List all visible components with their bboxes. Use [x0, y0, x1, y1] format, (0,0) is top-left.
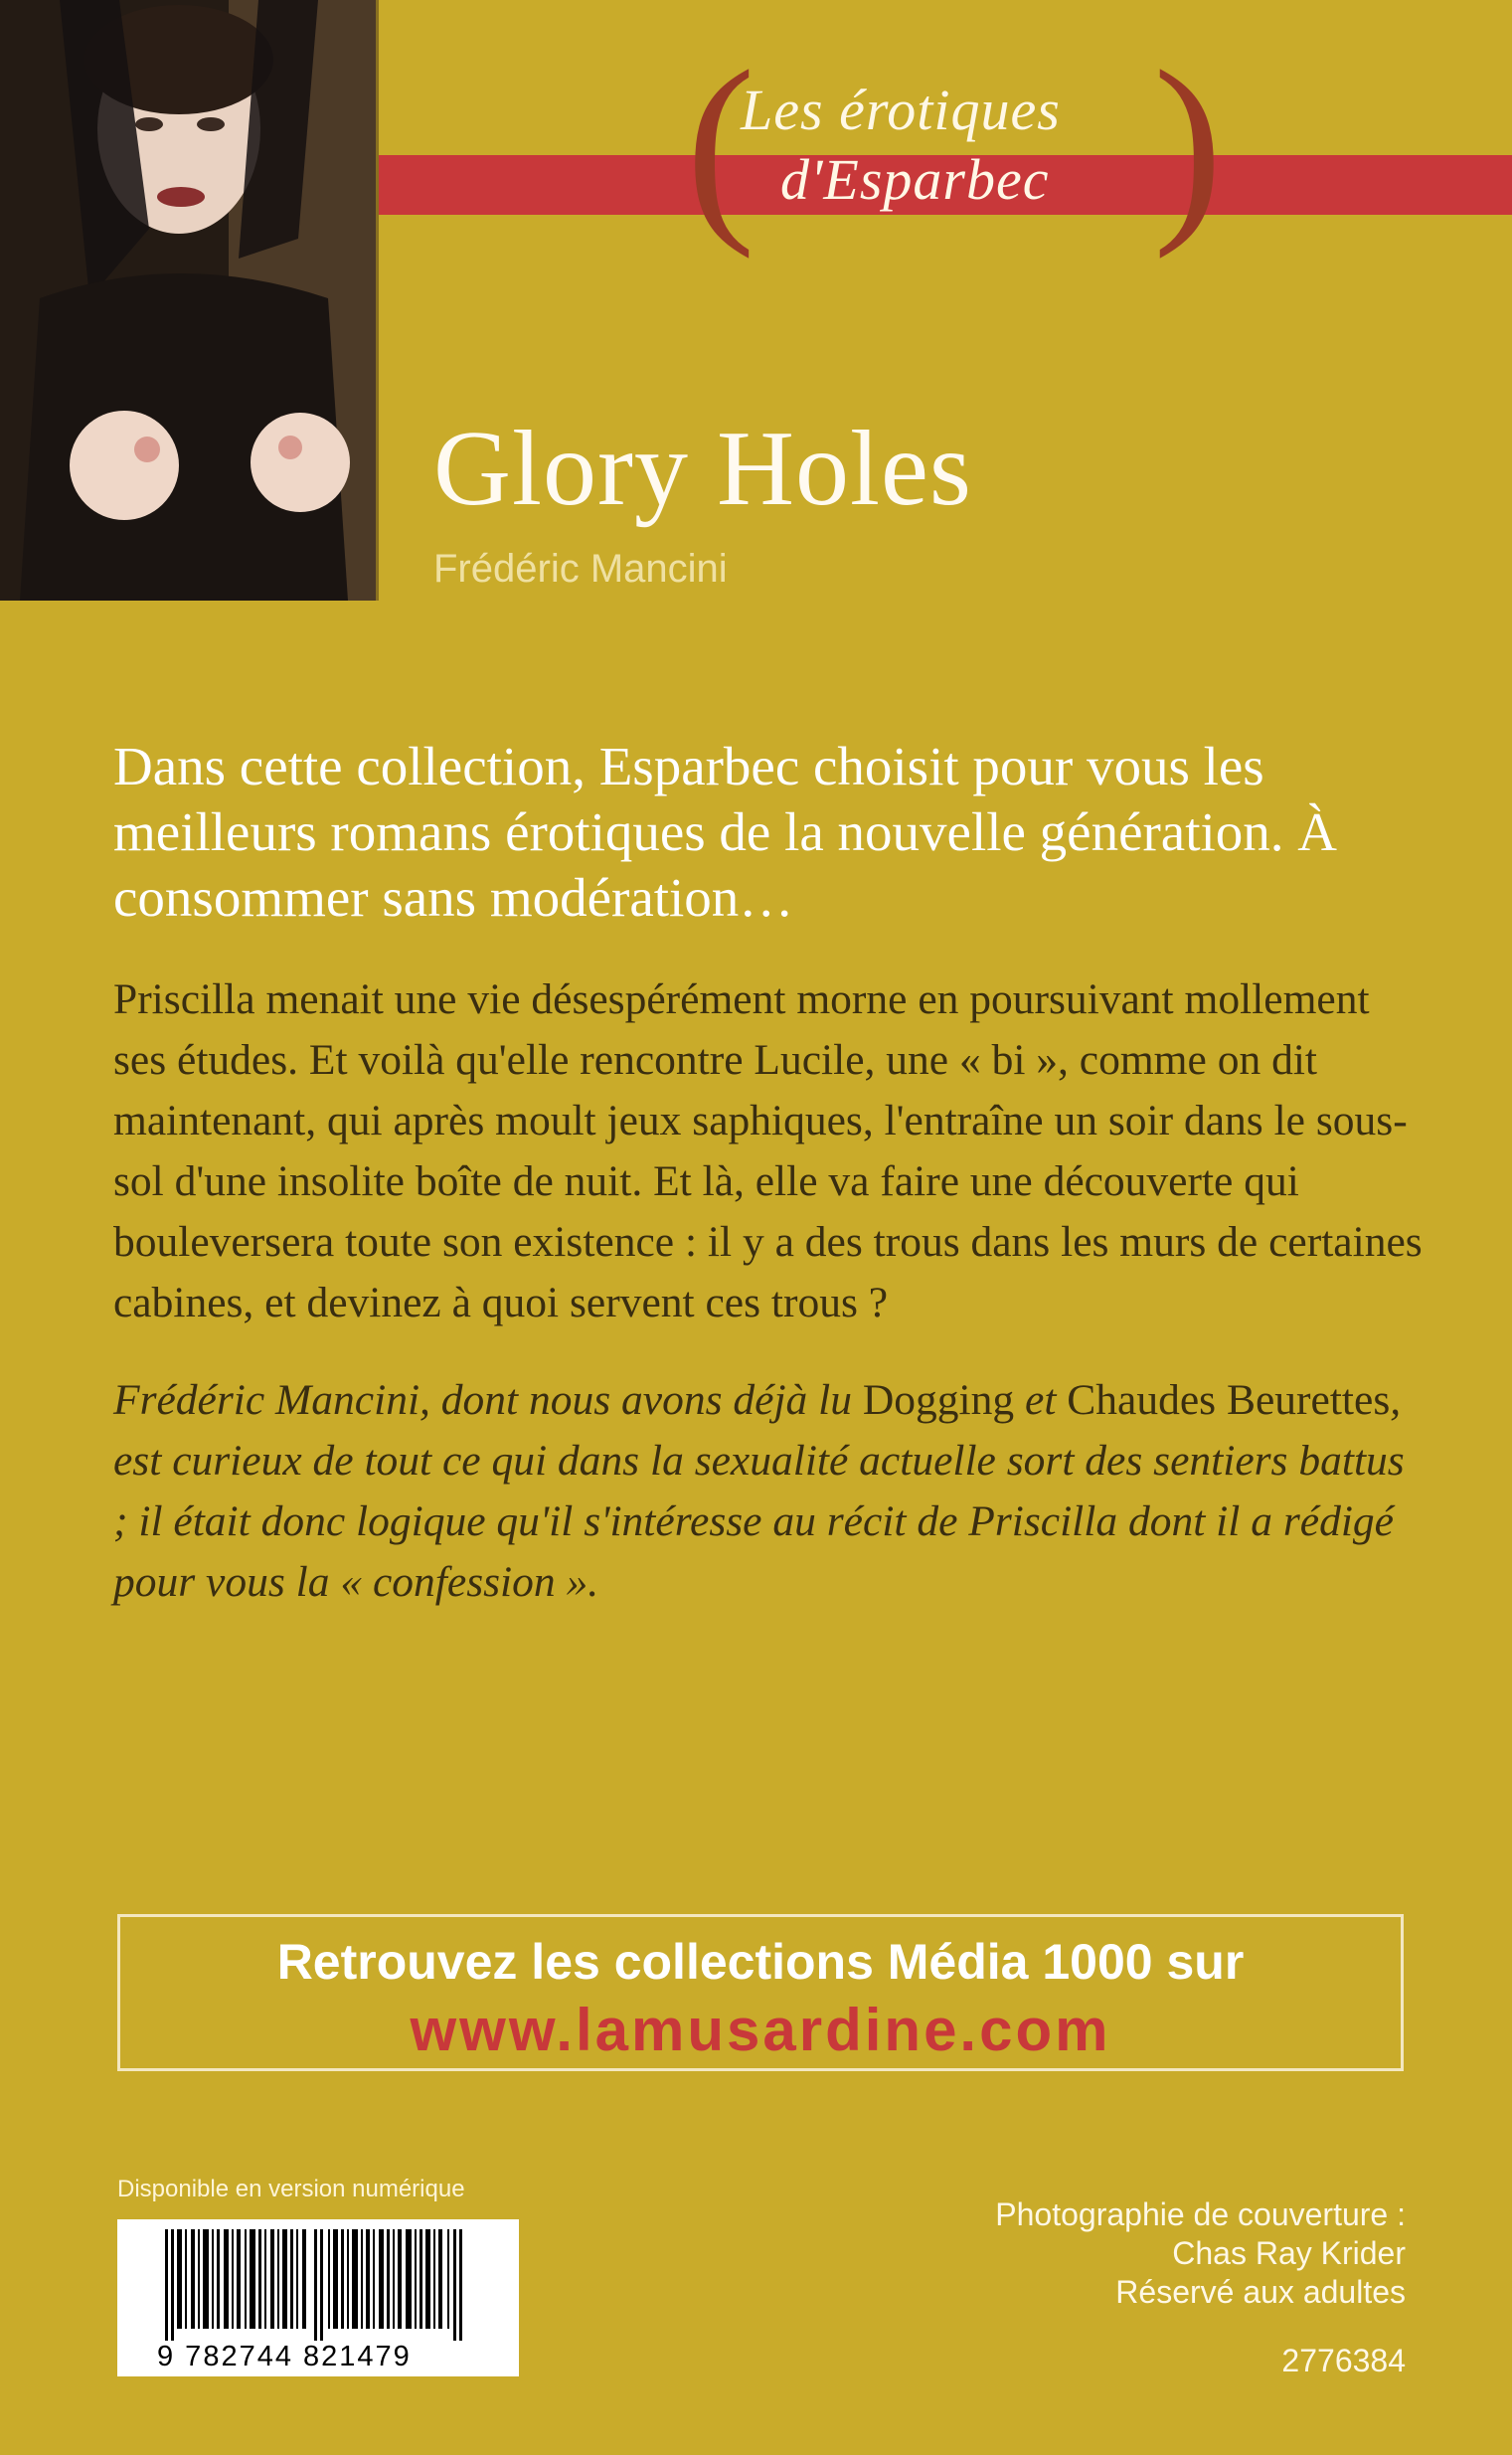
- promo-text: Retrouvez les collections Média 1000 sur: [276, 1934, 1245, 1990]
- cover-photo: [0, 0, 376, 601]
- book-title: Glory Holes: [433, 410, 972, 528]
- cover-photo-illustration: [0, 0, 376, 601]
- barcode-icon: [165, 2229, 473, 2341]
- bio-part2: et: [1014, 1376, 1068, 1424]
- series-name-line2: d'Esparbec: [780, 147, 1050, 212]
- isbn-digits: 9 782744 821479: [157, 2341, 412, 2372]
- bio-book1: Dogging: [862, 1376, 1015, 1424]
- book-author: Frédéric Mancini: [433, 547, 728, 591]
- credits-adult-notice: Réservé aux adultes: [1115, 2274, 1406, 2310]
- bio-part3: , est curieux de tout ce qui dans la sexualité actuelle sort des sentiers battus ; il était donc logique qu'il s'intéresse au récit de Priscilla dont il a rédigé pour vous la « confession ».: [113, 1376, 1405, 1606]
- promo-box: [117, 1914, 1404, 2071]
- barcode: [117, 2219, 519, 2376]
- series-paren-left: (: [686, 29, 756, 260]
- series-name-line1: Les érotiques: [741, 78, 1061, 142]
- credits-photographer: Chas Ray Krider: [1172, 2235, 1406, 2271]
- book-synopsis: Priscilla menait une vie désespérément morne en poursuivant mollement ses études. Et voilà qu'elle rencontre Lucile, une « bi », comme on dit maintenant, qui après moult jeux saphiques, l'entraîne un soir dans le sous-sol d'une insolite boîte de nuit. Et là, elle va faire une découverte qui bouleversera toute son existence : il y a des trous dans les murs de certaines cabines, et devinez à quoi servent ces trous ?: [113, 975, 1423, 1326]
- credits-label: Photographie de couverture :: [995, 2196, 1406, 2232]
- promo-website-link[interactable]: www.lamusardine.com: [410, 1997, 1111, 2063]
- author-bio: [113, 1370, 1426, 1613]
- bio-part1: Frédéric Mancini, dont nous avons déjà lu: [113, 1376, 863, 1424]
- photo-credits: [995, 2195, 1406, 2312]
- photo-border: [376, 0, 379, 601]
- bio-book2: Chaudes Beurettes: [1067, 1376, 1391, 1424]
- digital-availability-note: Disponible en version numérique: [117, 2176, 465, 2202]
- series-paren-right: ): [1153, 29, 1223, 260]
- catalog-code: 2776384: [1281, 2343, 1406, 2378]
- collection-intro: Dans cette collection, Esparbec choisit pour vous les meilleurs romans érotiques de la nouvelle génération. À consommer sans modération…: [113, 736, 1338, 928]
